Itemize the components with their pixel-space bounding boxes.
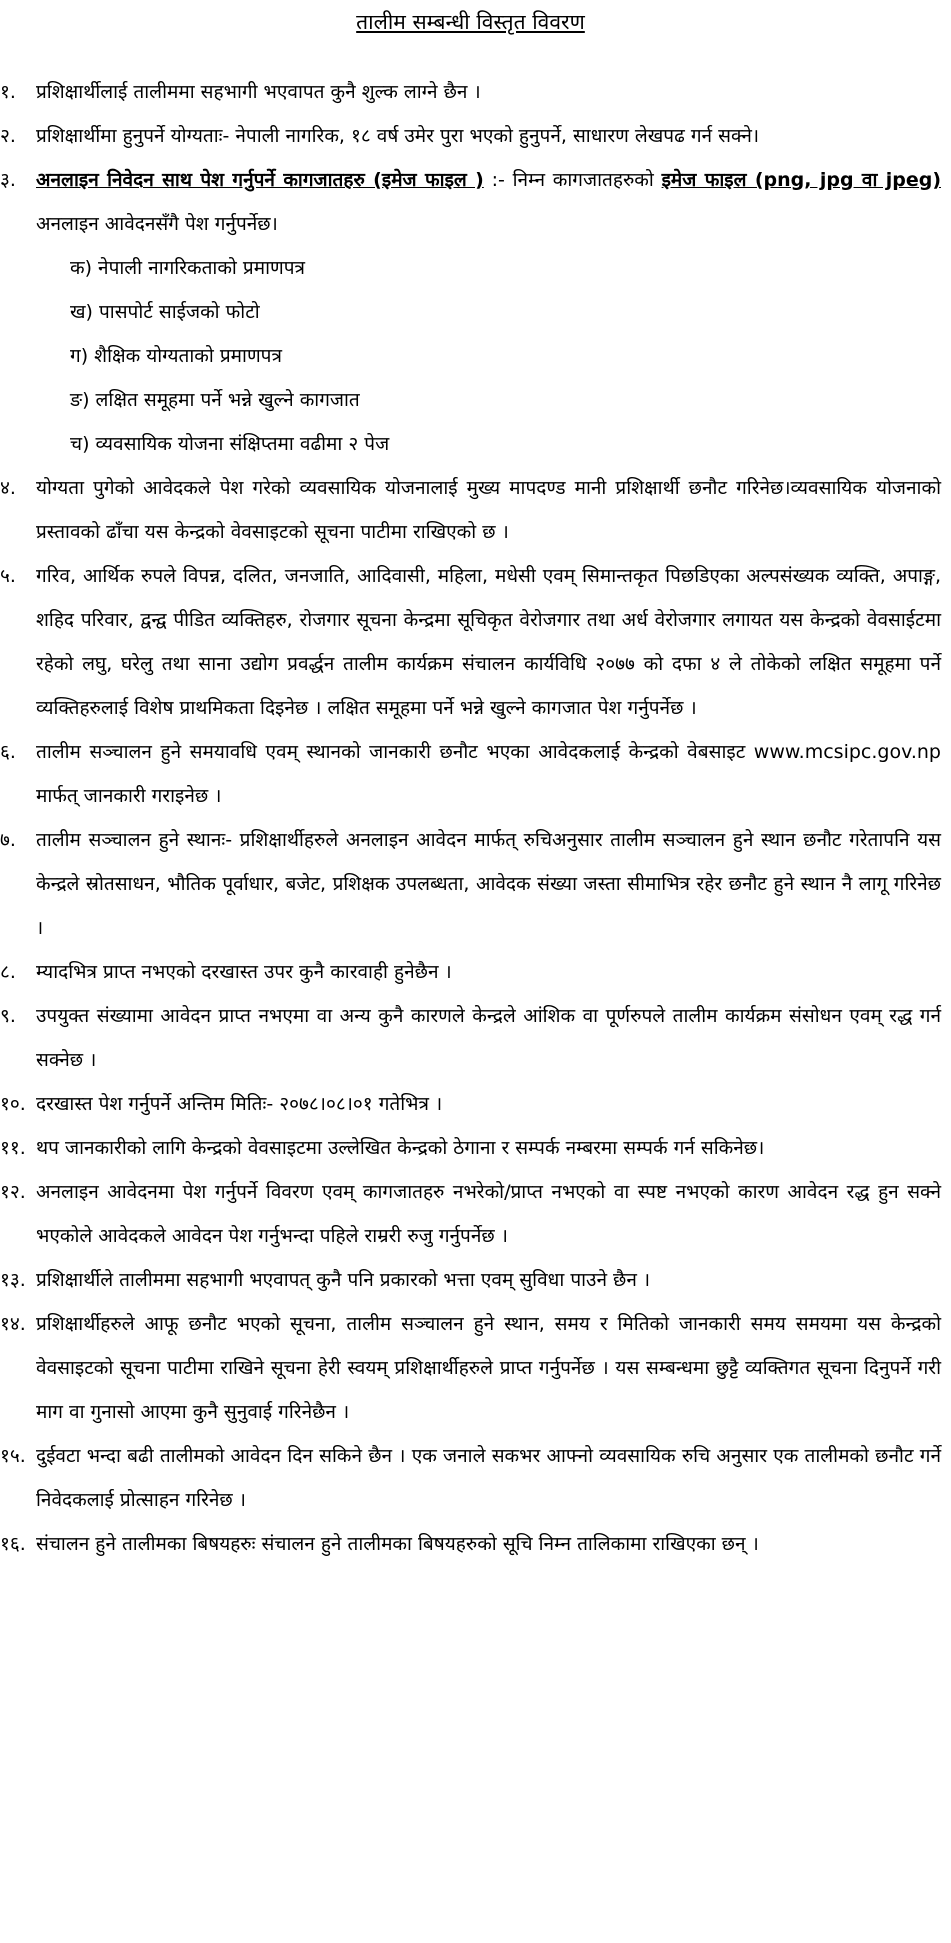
item-number: १०. [0,1093,26,1115]
document-subitem-cha: च) व्यवसायिक योजना संक्षिप्तमा वढीमा २ पेज [70,433,390,455]
item-number: ८. [0,961,16,983]
item-text: योग्यता पुगेको आवेदकले पेश गरेको व्यवसायिक योजनालाई मुख्य मापदण्ड मानी प्रशिक्षार्थी छनौट गरिनेछ।व्यवसायिक योजनाको प्रस्तावको ढाँचा यस केन्द्रको वेवसाइटको सूचना पाटीमा राखिएको छ । [36,477,941,543]
list-item-13 [0,1258,941,1302]
list-item-14 [0,1302,941,1434]
item-number: १६. [0,1533,26,1555]
item-text-tail: अनलाइन आवेदनसँगै पेश गर्नुपर्नेछ। [36,213,278,235]
item-bold-formats: इमेज फाइल (png, jpg वा jpeg) [661,169,941,191]
item-text: थप जानकारीको लागि केन्द्रको वेवसाइटमा उल्लेखित केन्द्रको ठेगाना र सम्पर्क नम्बरमा सम्पर्क गर्न सकिनेछ। [36,1137,765,1159]
list-item-11 [0,1126,941,1170]
list-item-6 [0,730,941,818]
item-text: दरखास्त पेश गर्नुपर्ने अन्तिम मितिः- २०७८।०८।०१ गतेभित्र । [36,1093,443,1115]
item-text: म्यादभित्र प्राप्त नभएको दरखास्त उपर कुनै कारवाही हुनेछैन । [36,961,452,983]
item-number: ४. [0,477,16,499]
item-text: अनलाइन आवेदनमा पेश गर्नुपर्ने विवरण एवम् कागजातहरु नभरेको/प्राप्त नभएको वा स्पष्ट नभएको कारण आवेदन रद्ध हुन सक्ने भएकोले आवेदकले आवेदन पेश गर्नुभन्दा पहिले राम्ररी रुजु गर्नुपर्नेछ । [36,1181,941,1247]
item-text: तालीम सञ्चालन हुने स्थानः- प्रशिक्षार्थीहरुले अनलाइन आवेदन मार्फत् रुचिअनुसार तालीम सञ्चालन हुने स्थान छनौट गरेतापनि यस केन्द्रले स्रोतसाधन, भौतिक पूर्वाधार, बजेट, प्रशिक्षक उपलब्धता, आवेदक संख्या जस्ता सीमाभित्र रहेर छनौट हुने स्थान नै लागू गरिनेछ । [36,829,941,939]
document-subitem-kha: ख) पासपोर्ट साईजको फोटो [70,301,260,323]
document-subitem-ga: ग) शैक्षिक योग्यताको प्रमाणपत्र [70,345,282,367]
item-number: १३. [0,1269,26,1291]
item-lead-heading: अनलाइन निवेदन साथ पेश गर्नुपर्ने कागजातहरु (इमेज फाइल ) [36,169,484,191]
item-text: प्रशिक्षार्थीमा हुनुपर्ने योग्यताः- नेपाली नागरिक, १८ वर्ष उमेर पुरा भएको हुनुपर्ने, साधारण लेखपढ गर्न सक्ने। [36,125,760,147]
item-text: प्रशिक्षार्थीहरुले आफू छनौट भएको सूचना, तालीम सञ्चालन हुने स्थान, समय र मितिको जानकारी समय समयमा यस केन्द्रको वेवसाइटको सूचना पाटीमा राखिने सूचना हेरी स्वयम् प्रशिक्षार्थीहरुले प्राप्त गर्नुपर्नेछ । यस सम्बन्धमा छुट्टै व्यक्तिगत सूचना दिनुपर्ने गरी माग वा गुनासो आएमा कुनै सुनुवाई गरिनेछैन । [36,1313,941,1423]
item-number: १. [0,81,16,103]
item-number: १२. [0,1181,26,1203]
list-item-5 [0,554,941,730]
list-item-3 [0,158,941,246]
item-text: गरिव, आर्थिक रुपले विपन्न, दलित, जनजाति, आदिवासी, महिला, मधेसी एवम् सिमान्तकृत पिछडिएका अल्पसंख्यक व्यक्ति, अपाङ्ग, शहिद परिवार, द्वन्द्व पीडित व्यक्तिहरु, रोजगार सूचना केन्द्रमा सूचिकृत वेरोजगार तथा अर्ध वेरोजगार लगायत यस केन्द्रको वेवसाईटमा रहेको लघु, घरेलु तथा साना उद्योग प्रवर्द्धन तालीम कार्यक्रम संचालन कार्यविधि २०७७ को दफा ४ ले तोकेको लक्षित समूहमा पर्ने व्यक्तिहरुलाई विशेष प्राथमिकता दिइनेछ । लक्षित समूहमा पर्ने भन्ने खुल्ने कागजात पेश गर्नुपर्नेछ । [36,565,941,719]
list-item-4 [0,466,941,554]
item-number: ३. [0,169,16,191]
item-number: १४. [0,1313,26,1335]
document-title: तालीम सम्बन्धी विस्तृत विवरण [356,10,585,34]
item-text-mid: :- निम्न कागजातहरुको [483,169,662,191]
list-item-9 [0,994,941,1082]
item-number: ७. [0,829,16,851]
list-item-2 [0,114,941,158]
item-text: उपयुक्त संख्यामा आवेदन प्राप्त नभएमा वा अन्य कुनै कारणले केन्द्रले आंशिक वा पूर्णरुपले तालीम कार्यक्रम संसोधन एवम् रद्ध गर्न सक्नेछ । [36,1005,941,1071]
item-text: संचालन हुने तालीमका बिषयहरुः संचालन हुने तालीमका बिषयहरुको सूचि निम्न तालिकामा राखिएका छन् । [36,1533,759,1555]
document-subitem-nga: ङ) लक्षित समूहमा पर्ने भन्ने खुल्ने कागजात [70,389,360,411]
list-item-8 [0,950,941,994]
item-text: प्रशिक्षार्थीलाई तालीममा सहभागी भएवापत कुनै शुल्क लाग्ने छैन । [36,81,481,103]
item-number: ९. [0,1005,16,1027]
list-item-16 [0,1522,941,1566]
item-number: ११. [0,1137,26,1159]
item-number: ५. [0,565,16,587]
list-item-10 [0,1082,941,1126]
item-number: ६. [0,741,16,763]
list-item-15 [0,1434,941,1522]
item-text: तालीम सञ्चालन हुने समयावधि एवम् स्थानको जानकारी छनौट भएका आवेदकलाई केन्द्रको वेबसाइट www.mcsipc.gov.np मार्फत् जानकारी गराइनेछ । [36,741,941,807]
list-item-7 [0,818,941,950]
item-text: दुईवटा भन्दा बढी तालीमको आवेदन दिन सकिने छैन । एक जनाले सकभर आफ्नो व्यवसायिक रुचि अनुसार एक तालीमको छनौट गर्ने निवेदकलाई प्रोत्साहन गरिनेछ । [36,1445,941,1511]
item-number: २. [0,125,16,147]
document-subitem-ka: क) नेपाली नागरिकताको प्रमाणपत्र [70,257,306,279]
item-number: १५. [0,1445,26,1467]
list-item-1 [0,70,941,114]
item-text: प्रशिक्षार्थीले तालीममा सहभागी भएवापत् कुनै पनि प्रकारको भत्ता एवम् सुविधा पाउने छैन । [36,1269,651,1291]
list-item-12 [0,1170,941,1258]
